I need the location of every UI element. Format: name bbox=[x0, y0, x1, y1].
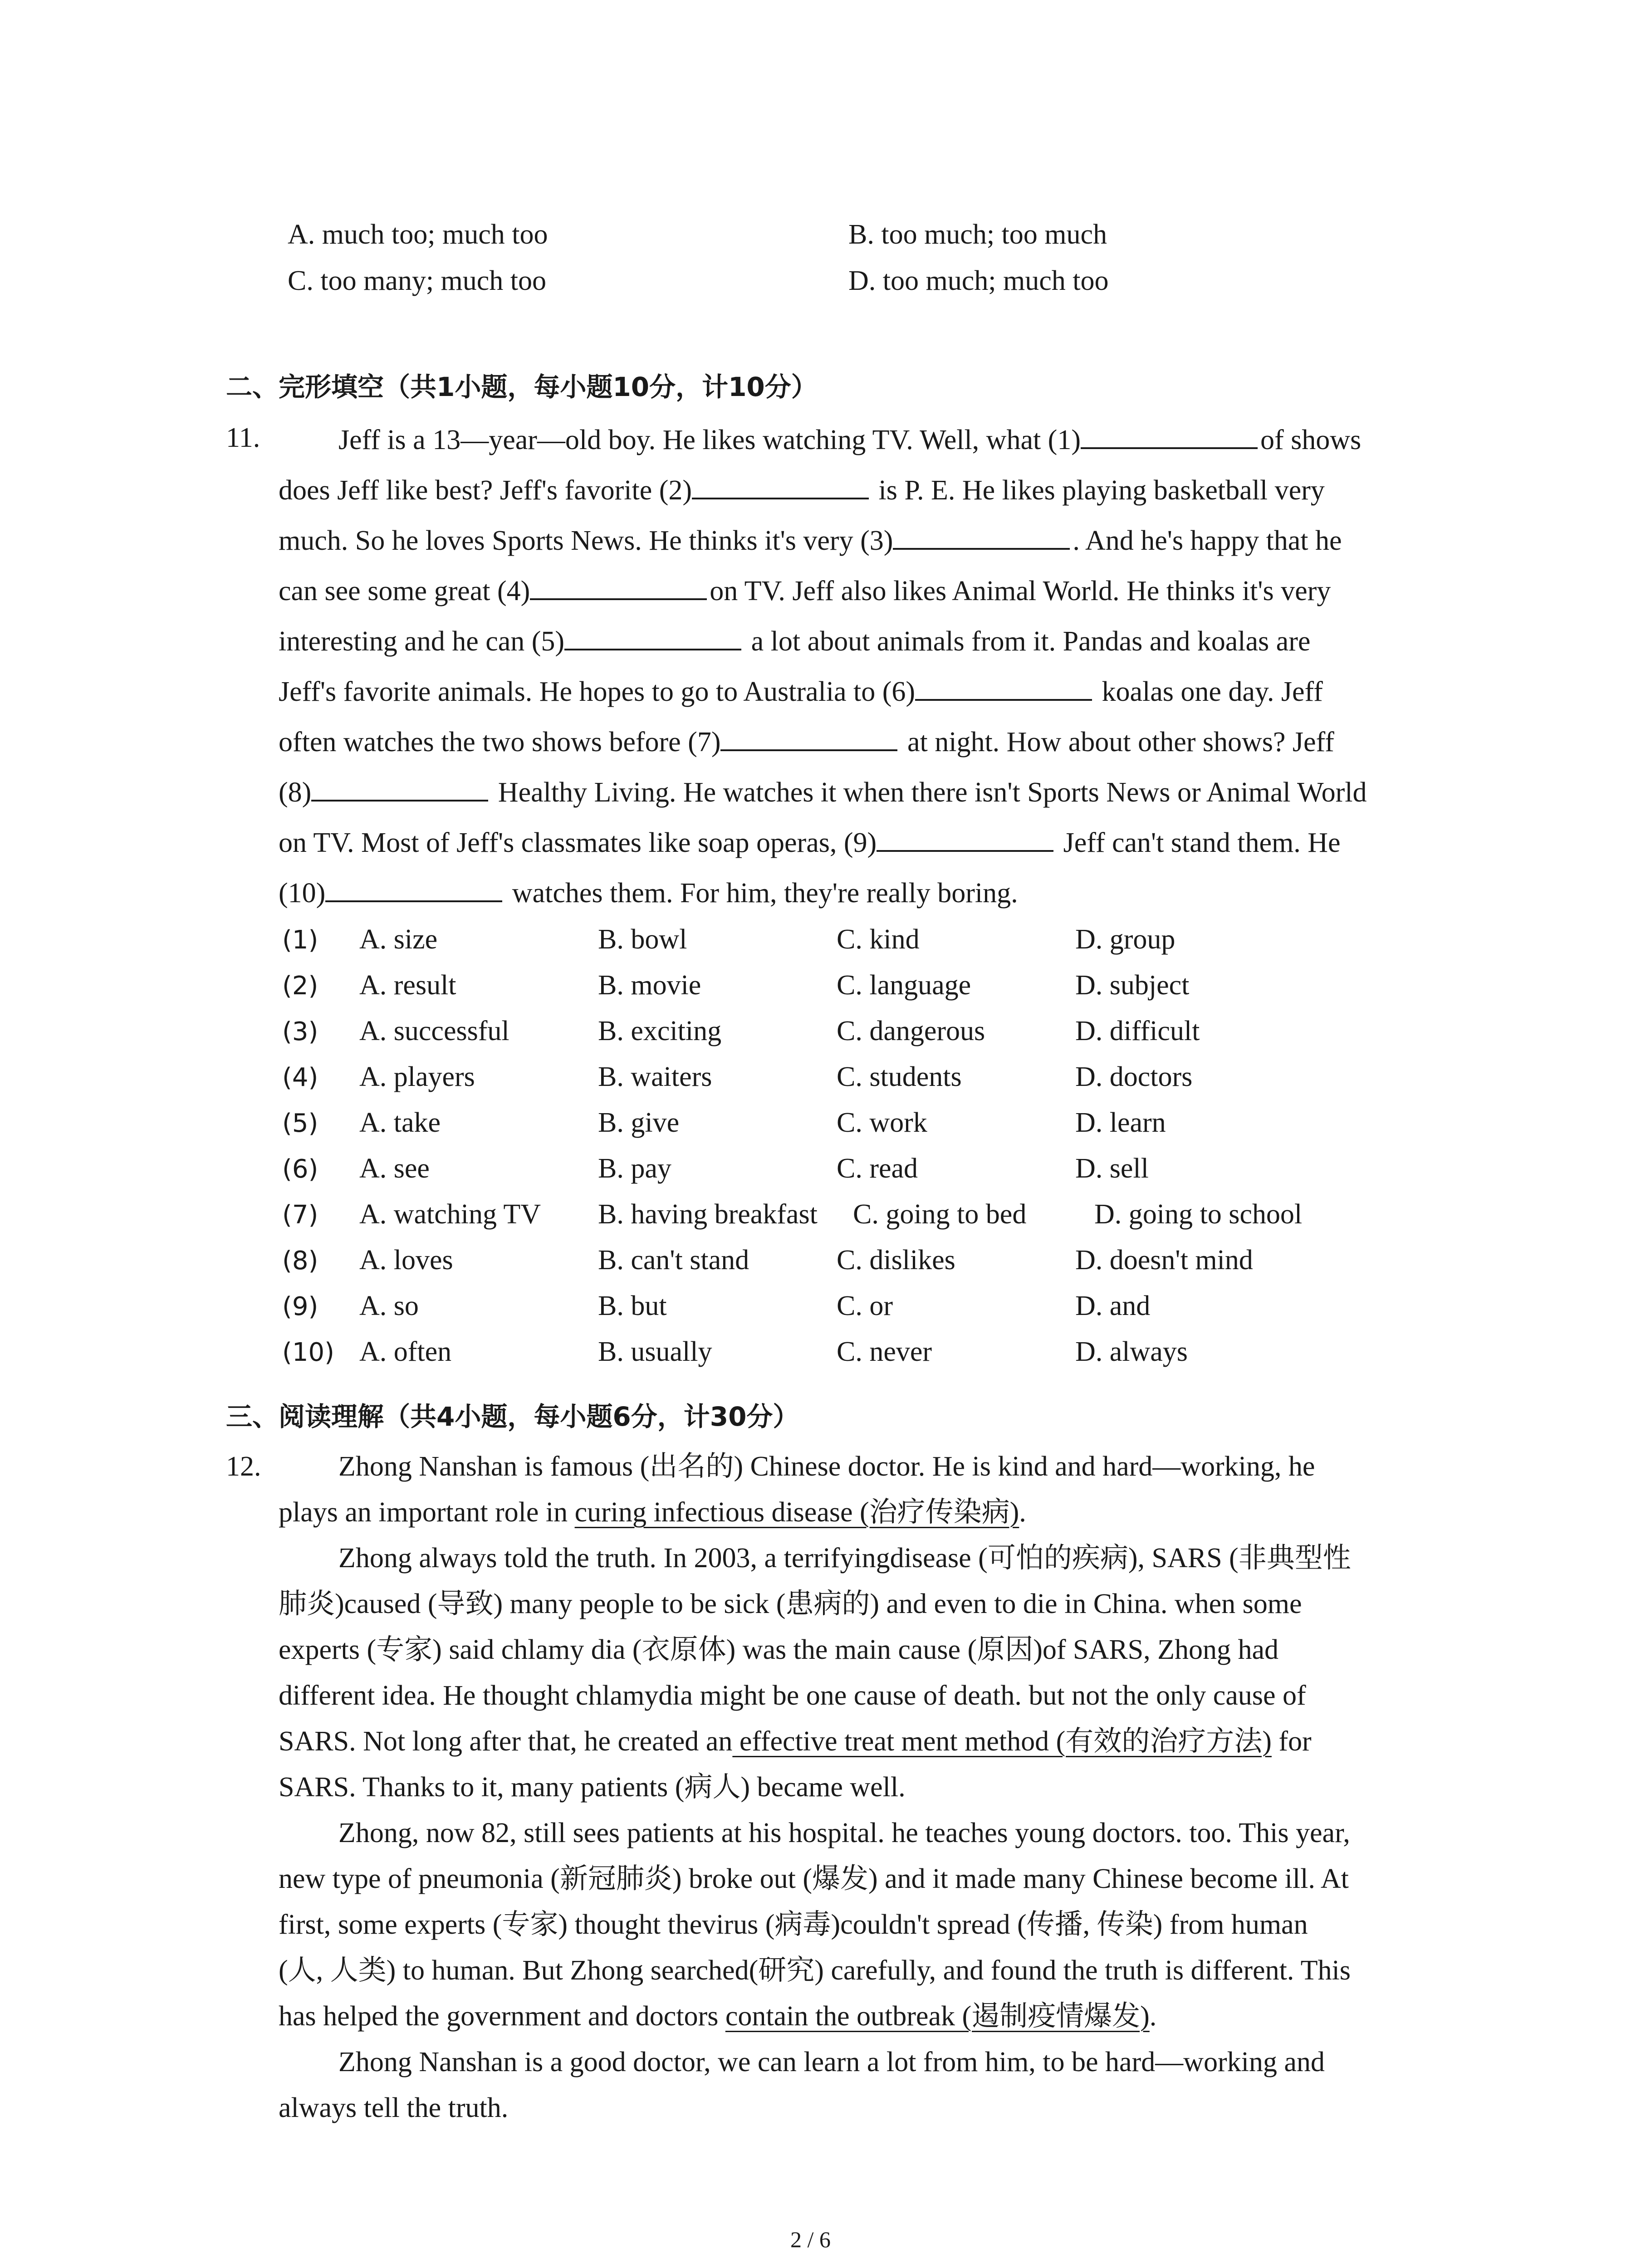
reading-line: SARS. Thanks to it, many patients (病人) became well. bbox=[279, 1772, 906, 1803]
blank-1[interactable] bbox=[1081, 424, 1258, 449]
passage-text: interesting and he can (5) bbox=[279, 626, 565, 657]
option-a: A. see bbox=[359, 1153, 430, 1184]
passage-text: on TV. Jeff also likes Animal World. He thinks it's very bbox=[710, 576, 1331, 606]
option-d: D. difficult bbox=[1075, 1016, 1200, 1046]
reading-line: Zhong always told the truth. In 2003, a terrifyingdisease (可怕的疾病), SARS (非典型性 bbox=[338, 1543, 1351, 1574]
blank-4[interactable] bbox=[530, 575, 707, 600]
passage-text: often watches the two shows before (7) bbox=[279, 727, 721, 758]
option-a: A. so bbox=[359, 1290, 419, 1321]
option-number: (7) bbox=[282, 1200, 318, 1230]
reading-line: different idea. He thought chlamydia might be one cause of death. but not the only cause of bbox=[279, 1680, 1306, 1711]
reading-line: experts (专家) said chlamy dia (衣原体) was the main cause (原因)of SARS, Zhong had bbox=[279, 1634, 1279, 1665]
option-number: (2) bbox=[282, 971, 318, 1001]
option-number: (6) bbox=[282, 1154, 318, 1184]
reading-line: new type of pneumonia (新冠肺炎) broke out (爆发) and it made many Chinese become ill. At bbox=[279, 1863, 1349, 1894]
passage-line-2 bbox=[279, 474, 1325, 504]
passage-text: (8) bbox=[279, 777, 312, 808]
reading-line: Zhong Nanshan is famous (出名的) Chinese doctor. He is kind and hard—working, he bbox=[338, 1451, 1315, 1482]
reading-text: . bbox=[1149, 2001, 1157, 2032]
q11-number: 11. bbox=[226, 422, 260, 453]
option-d: D. subject bbox=[1075, 970, 1190, 1001]
reading-line bbox=[279, 1498, 1026, 1526]
reading-text: plays an important role in bbox=[279, 1497, 575, 1528]
option-d: D. and bbox=[1075, 1290, 1151, 1321]
passage-line-1 bbox=[338, 424, 1361, 454]
passage-line-4 bbox=[279, 575, 1331, 605]
page-number: 2 / 6 bbox=[790, 2227, 831, 2252]
reading-text: for bbox=[1271, 1726, 1312, 1757]
reading-text: . bbox=[1019, 1497, 1026, 1528]
passage-text: Jeff's favorite animals. He hopes to go to Australia to (6) bbox=[279, 676, 915, 707]
underlined-phrase: contain the outbreak (遏制疫情爆发) bbox=[725, 2001, 1150, 2032]
passage-text: watches them. For him, they're really boring. bbox=[505, 878, 1018, 909]
option-a: A. players bbox=[359, 1061, 475, 1092]
option-b: B. but bbox=[598, 1290, 667, 1321]
reading-line: always tell the truth. bbox=[279, 2092, 509, 2123]
option-number: (8) bbox=[282, 1246, 318, 1276]
passage-line-10 bbox=[279, 877, 1018, 907]
option-b: B. movie bbox=[598, 970, 701, 1001]
q12-number: 12. bbox=[226, 1451, 261, 1482]
passage-text: of shows bbox=[1260, 425, 1362, 455]
option-b: B. exciting bbox=[598, 1016, 722, 1046]
option-a: A. result bbox=[359, 970, 456, 1001]
underlined-phrase: curing infectious disease (治疗传染病) bbox=[574, 1497, 1019, 1528]
option-c: C. or bbox=[837, 1290, 893, 1321]
option-a: A. size bbox=[359, 924, 438, 955]
passage-text: on TV. Most of Jeff's classmates like soap operas, (9) bbox=[279, 827, 877, 858]
passage-line-7 bbox=[279, 726, 1334, 756]
q10-option-a: A. much too; much too bbox=[288, 219, 548, 250]
blank-9[interactable] bbox=[877, 826, 1053, 852]
option-d: D. group bbox=[1075, 924, 1176, 955]
option-b: B. pay bbox=[598, 1153, 671, 1184]
option-a: A. loves bbox=[359, 1245, 453, 1276]
passage-text: a lot about animals from it. Pandas and koalas are bbox=[744, 626, 1311, 657]
option-number: (9) bbox=[282, 1292, 318, 1321]
blank-5[interactable] bbox=[564, 625, 741, 650]
option-number: (10) bbox=[282, 1338, 334, 1367]
option-c: C. going to bed bbox=[853, 1199, 1027, 1230]
blank-6[interactable] bbox=[915, 675, 1092, 701]
option-number: (4) bbox=[282, 1063, 318, 1092]
blank-8[interactable] bbox=[311, 776, 488, 802]
reading-line: Zhong Nanshan is a good doctor, we can learn a lot from him, to be hard—working and bbox=[338, 2047, 1325, 2077]
option-number: (1) bbox=[282, 925, 318, 955]
passage-text: (10) bbox=[279, 878, 326, 909]
passage-text: Jeff can't stand them. He bbox=[1056, 827, 1341, 858]
passage-line-5 bbox=[279, 625, 1310, 655]
option-c: C. read bbox=[837, 1153, 918, 1184]
passage-text: at night. How about other shows? Jeff bbox=[900, 727, 1334, 758]
passage-line-3 bbox=[279, 524, 1342, 555]
reading-line bbox=[279, 2002, 1156, 2030]
reading-text: SARS. Not long after that, he created an bbox=[279, 1726, 733, 1757]
option-c: C. never bbox=[837, 1336, 932, 1367]
passage-text: can see some great (4) bbox=[279, 576, 530, 606]
blank-7[interactable] bbox=[720, 726, 897, 751]
option-number: (5) bbox=[282, 1109, 318, 1138]
option-b: B. usually bbox=[598, 1336, 712, 1367]
passage-text: Healthy Living. He watches it when there isn't Sports News or Animal World bbox=[491, 777, 1367, 808]
option-b: B. bowl bbox=[598, 924, 687, 955]
q10-option-d: D. too much; much too bbox=[848, 265, 1109, 296]
passage-text: Jeff is a 13—year—old boy. He likes watching TV. Well, what (1) bbox=[338, 425, 1081, 455]
underlined-phrase: effective treat ment method (有效的治疗方法) bbox=[732, 1726, 1272, 1757]
option-number: (3) bbox=[282, 1017, 318, 1046]
option-b: B. can't stand bbox=[598, 1245, 749, 1276]
passage-text: . And he's happy that he bbox=[1073, 525, 1342, 556]
option-c: C. students bbox=[837, 1061, 962, 1092]
option-b: B. waiters bbox=[598, 1061, 712, 1092]
option-b: B. give bbox=[598, 1107, 680, 1138]
option-c: C. work bbox=[837, 1107, 927, 1138]
option-a: A. successful bbox=[359, 1016, 509, 1046]
option-a: A. often bbox=[359, 1336, 452, 1367]
blank-10[interactable] bbox=[325, 877, 502, 902]
option-d: D. always bbox=[1075, 1336, 1188, 1367]
q10-option-b: B. too much; too much bbox=[848, 219, 1107, 250]
option-d: D. learn bbox=[1075, 1107, 1166, 1138]
reading-line: Zhong, now 82, still sees patients at his hospital. he teaches young doctors. too. This year, bbox=[338, 1818, 1350, 1848]
passage-line-9 bbox=[279, 826, 1341, 857]
blank-3[interactable] bbox=[893, 524, 1070, 550]
option-a: A. watching TV bbox=[359, 1199, 541, 1230]
passage-text: koalas one day. Jeff bbox=[1095, 676, 1323, 707]
section3-heading: 三、阅读理解（共4小题，每小题6分，计30分） bbox=[226, 1401, 799, 1432]
passage-line-8 bbox=[279, 776, 1367, 807]
reading-line: (人, 人类) to human. But Zhong searched(研究) carefully, and found the truth is different. This bbox=[279, 1955, 1351, 1986]
passage-text: does Jeff like best? Jeff's favorite (2) bbox=[279, 475, 692, 506]
section2-heading: 二、完形填空（共1小题，每小题10分，计10分） bbox=[226, 371, 818, 402]
reading-line bbox=[279, 1727, 1312, 1755]
reading-line: 肺炎)caused (导致) many people to be sick (患病的) and even to die in China. when some bbox=[279, 1589, 1302, 1619]
passage-line-6 bbox=[279, 675, 1323, 706]
option-d: D. doesn't mind bbox=[1075, 1245, 1253, 1276]
option-d: D. going to school bbox=[1094, 1199, 1303, 1230]
option-c: C. kind bbox=[837, 924, 920, 955]
option-c: C. dangerous bbox=[837, 1016, 985, 1046]
reading-line: first, some experts (专家) thought thevirus (病毒)couldn't spread (传播, 传染) from human bbox=[279, 1909, 1308, 1940]
reading-text: has helped the government and doctors bbox=[279, 2001, 725, 2032]
option-d: D. doctors bbox=[1075, 1061, 1193, 1092]
blank-2[interactable] bbox=[692, 474, 869, 499]
option-a: A. take bbox=[359, 1107, 441, 1138]
option-c: C. dislikes bbox=[837, 1245, 955, 1276]
passage-text: much. So he loves Sports News. He thinks it's very (3) bbox=[279, 525, 893, 556]
option-d: D. sell bbox=[1075, 1153, 1149, 1184]
q10-option-c: C. too many; much too bbox=[288, 265, 547, 296]
option-c: C. language bbox=[837, 970, 971, 1001]
passage-text: is P. E. He likes playing basketball very bbox=[872, 475, 1325, 506]
option-b: B. having breakfast bbox=[598, 1199, 818, 1230]
